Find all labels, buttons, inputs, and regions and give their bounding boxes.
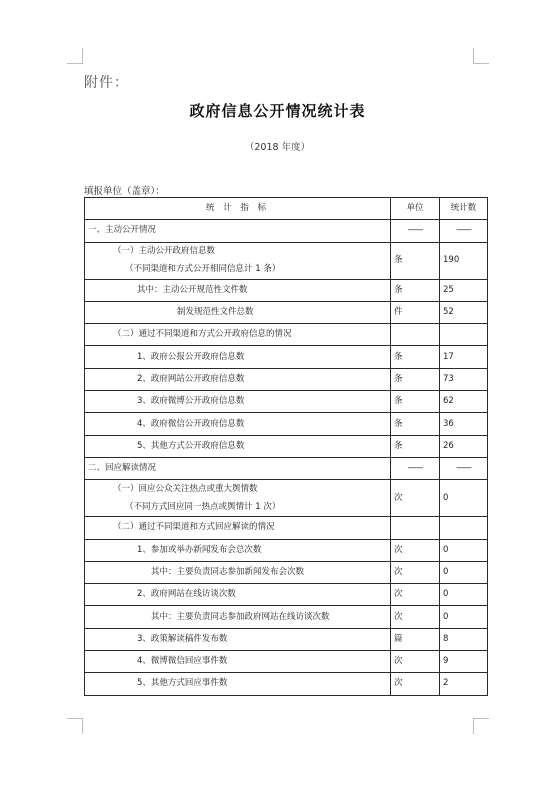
row-unit: 条 (391, 346, 440, 368)
row-value: 26 (440, 435, 488, 457)
row-indicator: 一、主动公开情况 (85, 220, 391, 242)
table-row (85, 391, 488, 413)
row-unit: 条 (391, 435, 440, 457)
row-indicator: 其中：主要负责同志参加新闻发布会次数 (85, 561, 391, 583)
row-unit: 次 (391, 673, 440, 695)
row-indicator-note: （不同渠道和方式公开相同信息计 1 条） (125, 264, 281, 275)
table-row (85, 368, 488, 390)
table-row (85, 220, 488, 242)
row-value: 17 (440, 346, 488, 368)
row-value: 190 (440, 242, 488, 279)
table-row (85, 539, 488, 561)
row-unit: 篇 (391, 628, 440, 650)
row-value: 0 (440, 584, 488, 606)
row-unit: 条 (391, 413, 440, 435)
row-value: 73 (440, 368, 488, 390)
row-unit: 条 (391, 279, 440, 301)
row-unit: 次 (391, 606, 440, 628)
row-indicator (85, 242, 391, 279)
row-unit: —— (391, 457, 440, 479)
row-value: 36 (440, 413, 488, 435)
row-indicator (85, 480, 391, 517)
row-value: 2 (440, 673, 488, 695)
table-row (85, 279, 488, 301)
row-unit: 条 (391, 242, 440, 279)
statistics-table (84, 197, 488, 696)
reporting-unit-label: 填报单位（盖章）： (84, 186, 165, 197)
row-indicator-text: （一）主动公开政府信息数 (113, 246, 216, 257)
row-unit: —— (391, 220, 440, 242)
row-indicator: 4、微博微信回应事件数 (85, 651, 391, 673)
crop-mark-bottom-left (67, 718, 83, 734)
header-value: 统计数 (440, 198, 488, 220)
row-indicator: （二）通过不同渠道和方式公开政府信息的情况 (85, 324, 391, 346)
row-indicator: 5、其他方式回应事件数 (85, 673, 391, 695)
document-title: 政府信息公开情况统计表 (189, 102, 366, 120)
row-value: 0 (440, 606, 488, 628)
row-indicator: 1、政府公报公开政府信息数 (85, 346, 391, 368)
row-indicator-note: （不同方式回应同一热点或舆情计 1 次） (125, 501, 281, 512)
row-value: 9 (440, 651, 488, 673)
row-value: 0 (440, 561, 488, 583)
row-value: 8 (440, 628, 488, 650)
row-value: 0 (440, 480, 488, 517)
row-indicator-text: （一）回应公众关注热点或重大舆情数 (113, 483, 258, 494)
row-unit: 次 (391, 539, 440, 561)
row-unit: 次 (391, 561, 440, 583)
crop-mark-top-right (473, 48, 489, 64)
row-value: 52 (440, 301, 488, 323)
row-unit: 条 (391, 368, 440, 390)
report-year: （2018 年度） (244, 142, 311, 153)
row-unit: 次 (391, 480, 440, 517)
table-row (85, 413, 488, 435)
row-indicator: 5、其他方式公开政府信息数 (85, 435, 391, 457)
row-indicator: 其中：主要负责同志参加政府网站在线访谈次数 (85, 606, 391, 628)
row-indicator: 3、政府微博公开政府信息数 (85, 391, 391, 413)
row-unit: 件 (391, 301, 440, 323)
crop-mark-top-left (67, 48, 83, 64)
table-row (85, 301, 488, 323)
attachment-label: 附件： (84, 75, 129, 91)
table-header-row (85, 198, 488, 220)
row-unit: 条 (391, 391, 440, 413)
table-row (85, 606, 488, 628)
crop-mark-bottom-right (473, 718, 489, 734)
row-value (440, 324, 488, 346)
row-value: 25 (440, 279, 488, 301)
row-value: 0 (440, 539, 488, 561)
table-row (85, 346, 488, 368)
row-value: 62 (440, 391, 488, 413)
table-row (85, 584, 488, 606)
table-row (85, 457, 488, 479)
row-indicator: 其中：主动公开规范性文件数 (85, 279, 391, 301)
row-value: —— (440, 220, 488, 242)
row-unit: 次 (391, 651, 440, 673)
header-unit: 单位 (391, 198, 440, 220)
row-indicator: 2、政府网站公开政府信息数 (85, 368, 391, 390)
row-indicator: 2、政府网站在线访谈次数 (85, 584, 391, 606)
table-row (85, 673, 488, 695)
row-indicator: 二、回应解读情况 (85, 457, 391, 479)
table-row (85, 324, 488, 346)
row-indicator: 制发规范性文件总数 (85, 301, 391, 323)
table-row (85, 480, 488, 517)
row-indicator: （二）通过不同渠道和方式回应解读的情况 (85, 517, 391, 539)
table-row (85, 651, 488, 673)
table-row (85, 242, 488, 279)
row-unit: 次 (391, 584, 440, 606)
table-row (85, 435, 488, 457)
table-row (85, 517, 488, 539)
row-unit (391, 517, 440, 539)
header-indicator: 统 计 指 标 (85, 198, 391, 220)
row-value (440, 517, 488, 539)
table-row (85, 628, 488, 650)
row-value: —— (440, 457, 488, 479)
row-unit (391, 324, 440, 346)
table-row (85, 561, 488, 583)
row-indicator: 1、参加或举办新闻发布会总次数 (85, 539, 391, 561)
row-indicator: 4、政府微信公开政府信息数 (85, 413, 391, 435)
row-indicator: 3、政策解读稿件发布数 (85, 628, 391, 650)
